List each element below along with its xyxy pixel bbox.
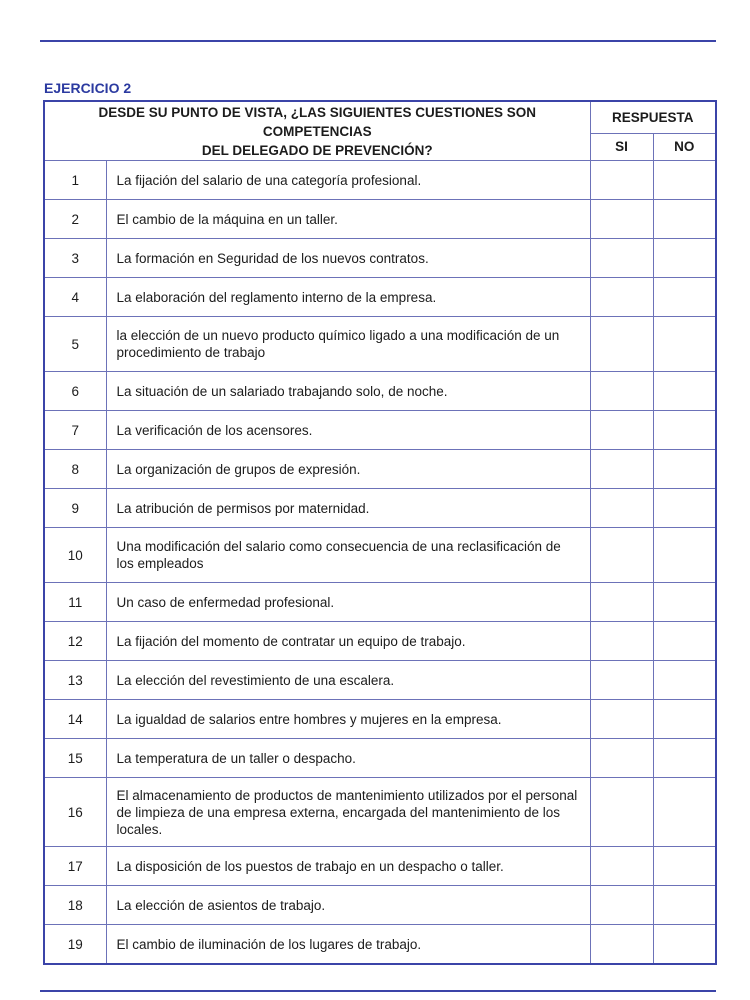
yes-answer-cell[interactable] <box>590 622 653 661</box>
no-answer-cell[interactable] <box>653 372 716 411</box>
yes-answer-cell[interactable] <box>590 583 653 622</box>
yes-answer-cell[interactable] <box>590 886 653 925</box>
row-number: 14 <box>44 700 106 739</box>
yes-answer-cell[interactable] <box>590 317 653 372</box>
exercise-title: EJERCICIO 2 <box>44 80 132 96</box>
bottom-rule <box>40 990 716 992</box>
table-row <box>44 622 716 661</box>
no-answer-cell[interactable] <box>653 317 716 372</box>
yes-answer-cell[interactable] <box>590 700 653 739</box>
yes-answer-cell[interactable] <box>590 778 653 847</box>
answer-header: RESPUESTA <box>590 101 716 133</box>
table-row <box>44 583 716 622</box>
yes-answer-cell[interactable] <box>590 925 653 965</box>
row-question: La disposición de los puestos de trabajo en un despacho o taller. <box>106 847 590 886</box>
row-number: 2 <box>44 200 106 239</box>
table-row <box>44 925 716 965</box>
row-number: 12 <box>44 622 106 661</box>
row-number: 4 <box>44 278 106 317</box>
no-answer-cell[interactable] <box>653 847 716 886</box>
no-answer-cell[interactable] <box>653 489 716 528</box>
yes-answer-cell[interactable] <box>590 489 653 528</box>
no-answer-cell[interactable] <box>653 411 716 450</box>
no-answer-cell[interactable] <box>653 925 716 965</box>
yes-answer-cell[interactable] <box>590 278 653 317</box>
no-column-header: NO <box>653 133 716 160</box>
row-question: La fijación del momento de contratar un equipo de trabajo. <box>106 622 590 661</box>
no-answer-cell[interactable] <box>653 700 716 739</box>
table-row <box>44 528 716 583</box>
table-row <box>44 661 716 700</box>
row-number: 19 <box>44 925 106 965</box>
row-number: 16 <box>44 778 106 847</box>
table-row <box>44 372 716 411</box>
no-answer-cell[interactable] <box>653 528 716 583</box>
row-question: Una modificación del salario como consecuencia de una reclasificación de los empleados <box>106 528 590 583</box>
row-question: La elaboración del reglamento interno de la empresa. <box>106 278 590 317</box>
table-row <box>44 847 716 886</box>
no-answer-cell[interactable] <box>653 450 716 489</box>
yes-answer-cell[interactable] <box>590 661 653 700</box>
no-answer-cell[interactable] <box>653 278 716 317</box>
question-line-2: DEL DELEGADO DE PREVENCIÓN? <box>201 142 433 158</box>
row-number: 6 <box>44 372 106 411</box>
row-number: 13 <box>44 661 106 700</box>
table-row <box>44 411 716 450</box>
question-header <box>44 101 590 161</box>
table-row <box>44 239 716 278</box>
row-number: 8 <box>44 450 106 489</box>
row-question: La verificación de los acensores. <box>106 411 590 450</box>
row-question: La atribución de permisos por maternidad. <box>106 489 590 528</box>
row-number: 7 <box>44 411 106 450</box>
row-question: La elección de asientos de trabajo. <box>106 886 590 925</box>
table-row <box>44 778 716 847</box>
no-answer-cell[interactable] <box>653 661 716 700</box>
row-question: La igualdad de salarios entre hombres y mujeres en la empresa. <box>106 700 590 739</box>
table-row <box>44 278 716 317</box>
row-number: 17 <box>44 847 106 886</box>
row-question: La temperatura de un taller o despacho. <box>106 739 590 778</box>
no-answer-cell[interactable] <box>653 886 716 925</box>
row-number: 1 <box>44 161 106 200</box>
row-number: 11 <box>44 583 106 622</box>
table-row <box>44 739 716 778</box>
row-question: La formación en Seguridad de los nuevos contratos. <box>106 239 590 278</box>
table-row <box>44 886 716 925</box>
yes-answer-cell[interactable] <box>590 528 653 583</box>
row-number: 9 <box>44 489 106 528</box>
yes-answer-cell[interactable] <box>590 411 653 450</box>
row-question: la elección de un nuevo producto químico ligado a una modificación de un procedimiento de trabajo <box>106 317 590 372</box>
table-row <box>44 450 716 489</box>
question-line-1: DESDE SU PUNTO DE VISTA, ¿LAS SIGUIENTES CUESTIONES SON COMPETENCIAS <box>98 104 537 139</box>
row-number: 5 <box>44 317 106 372</box>
row-number: 10 <box>44 528 106 583</box>
table-row <box>44 489 716 528</box>
row-question: La elección del revestimiento de una escalera. <box>106 661 590 700</box>
table-row <box>44 200 716 239</box>
table-row <box>44 161 716 200</box>
yes-answer-cell[interactable] <box>590 239 653 278</box>
yes-answer-cell[interactable] <box>590 200 653 239</box>
no-answer-cell[interactable] <box>653 778 716 847</box>
yes-answer-cell[interactable] <box>590 372 653 411</box>
row-number: 15 <box>44 739 106 778</box>
no-answer-cell[interactable] <box>653 239 716 278</box>
row-question: La situación de un salariado trabajando solo, de noche. <box>106 372 590 411</box>
row-number: 3 <box>44 239 106 278</box>
row-question: El cambio de iluminación de los lugares de trabajo. <box>106 925 590 965</box>
no-answer-cell[interactable] <box>653 583 716 622</box>
no-answer-cell[interactable] <box>653 739 716 778</box>
row-question: La organización de grupos de expresión. <box>106 450 590 489</box>
no-answer-cell[interactable] <box>653 161 716 200</box>
row-question: El almacenamiento de productos de mantenimiento utilizados por el personal de limpieza de una empresa externa, encargada del mantenimiento de los locales. <box>106 778 590 847</box>
no-answer-cell[interactable] <box>653 200 716 239</box>
yes-answer-cell[interactable] <box>590 739 653 778</box>
yes-answer-cell[interactable] <box>590 161 653 200</box>
top-rule <box>40 40 716 42</box>
row-question: Un caso de enfermedad profesional. <box>106 583 590 622</box>
row-number: 18 <box>44 886 106 925</box>
yes-answer-cell[interactable] <box>590 450 653 489</box>
questions-table <box>43 100 717 965</box>
yes-column-header: SI <box>590 133 653 160</box>
table-row <box>44 317 716 372</box>
yes-answer-cell[interactable] <box>590 847 653 886</box>
no-answer-cell[interactable] <box>653 622 716 661</box>
row-question: El cambio de la máquina en un taller. <box>106 200 590 239</box>
table-row <box>44 700 716 739</box>
row-question: La fijación del salario de una categoría profesional. <box>106 161 590 200</box>
